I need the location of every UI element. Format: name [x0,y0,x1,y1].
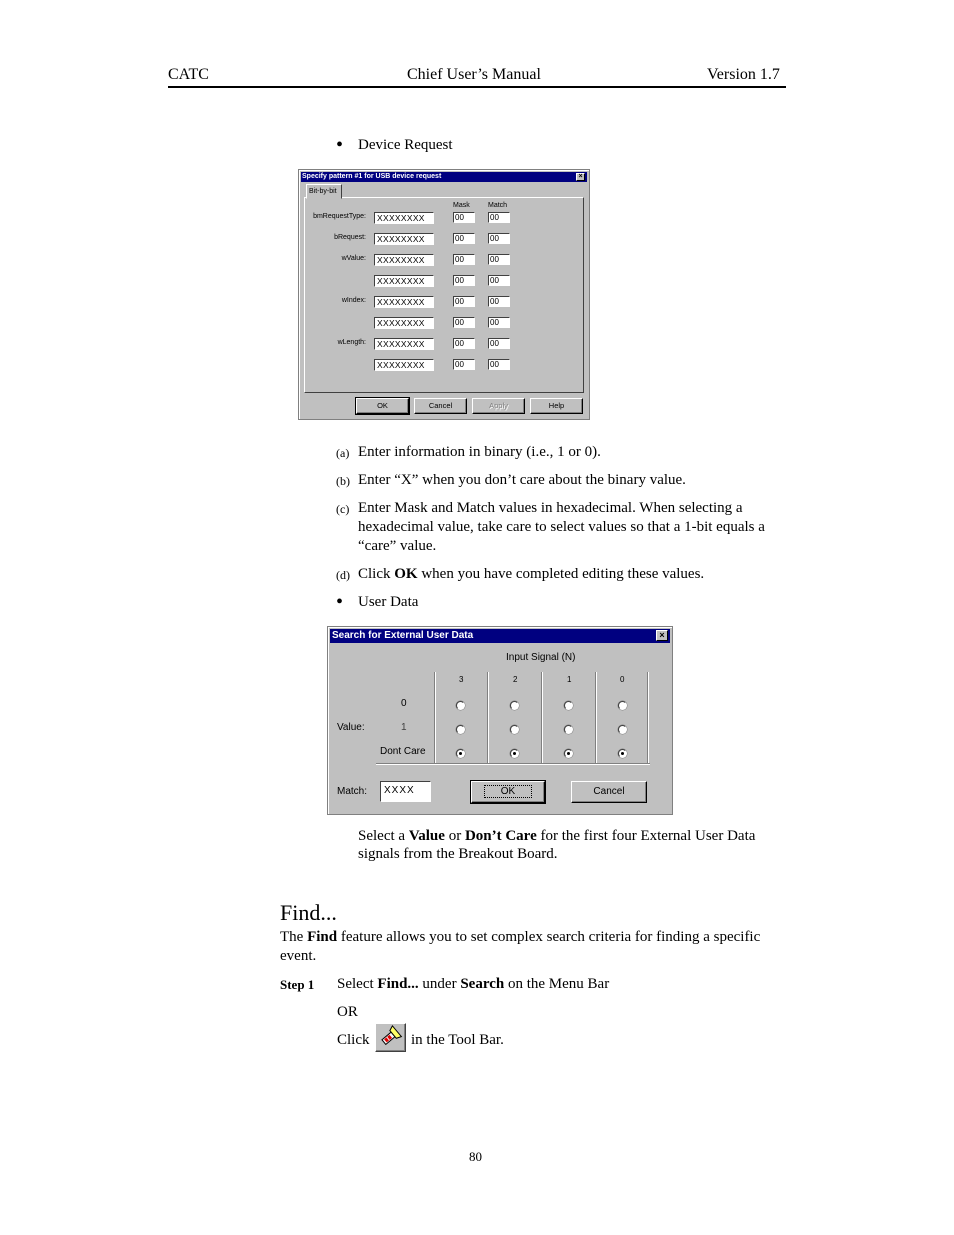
ok-button[interactable] [471,781,545,803]
bullet-user-data: User Data [358,594,419,610]
column-0: 0 [620,675,625,684]
desc-dont-care: Don’t Care [464,828,537,844]
step-a-text: Enter information in binary (i.e., 1 or 0). [358,444,601,460]
step-d-ok: OK [394,566,418,582]
ok-label: OK [377,401,388,410]
divider [647,672,649,764]
or-text: OR [337,1004,358,1020]
value-label: Value: [337,722,365,733]
field-label: bRequest: [334,234,366,241]
divider [595,672,597,764]
cancel-button[interactable] [414,398,467,414]
cancel-label: Cancel [428,401,453,410]
step-1-text [337,975,609,994]
step-b-text: Enter “X” when you don’t care about the binary value. [358,472,686,488]
mask-field[interactable]: 00 [453,212,475,223]
step-d-pre: Click [358,566,395,582]
match-column-header: Match [488,202,508,209]
match-field[interactable]: 00 [488,359,510,370]
row-label-0: 0 [401,698,407,709]
mask-field[interactable]: 00 [453,359,475,370]
radio-signal-0-row-2[interactable] [618,749,627,758]
match-field[interactable]: 00 [488,338,510,349]
step-marker-c: (c) [336,502,350,516]
match-field[interactable]: 00 [488,212,510,223]
divider [541,672,543,764]
apply-label: Apply [489,401,508,410]
step-marker-a: (a) [336,446,350,460]
divider [434,672,436,764]
bit-pattern-field[interactable]: XXXXXXXX [374,275,434,287]
bit-pattern-field[interactable]: XXXXXXXX [374,254,434,266]
desc-value: Value [408,828,445,844]
page-number: 80 [469,1149,482,1164]
ok-button[interactable] [356,398,409,414]
match-field[interactable]: 00 [488,254,510,265]
desc-text: Select a [358,828,409,844]
bit-pattern-field[interactable]: XXXXXXXX [374,359,434,371]
step-marker-d: (d) [336,568,350,582]
match-field[interactable]: 00 [488,275,510,286]
radio-signal-1-row-2[interactable] [564,749,573,758]
mask-column-header: Mask [453,202,470,209]
bullet-device-request: Device Request [358,137,453,153]
radio-signal-0-row-1[interactable] [618,725,627,734]
cancel-label: Cancel [593,786,625,797]
step-find: Find... [377,976,419,992]
header-version: Version 1.7 [707,66,780,83]
dialog1-title: Specify pattern #1 for USB device request [302,173,442,180]
step-c-line1: Enter Mask and Match values in hexadecimal. When selecting a [358,500,743,516]
radio-signal-3-row-2[interactable] [456,749,465,758]
dialog2-title: Search for External User Data [332,630,474,641]
intro-find: Find [307,929,338,945]
row-label-1: 1 [401,722,407,733]
match-field[interactable]: 00 [488,296,510,307]
radio-signal-2-row-2[interactable] [510,749,519,758]
find-intro-line2: event. [280,948,317,964]
help-button[interactable] [530,398,583,414]
flashlight-find-icon[interactable] [375,1023,406,1052]
radio-signal-1-row-0[interactable] [564,701,573,710]
tab-bit-by-bit[interactable]: Bit-by-bit [306,184,342,199]
step-search: Search [460,976,505,992]
bit-pattern-field[interactable]: XXXXXXXX [374,317,434,329]
mask-field[interactable]: 00 [453,317,475,328]
bit-pattern-field[interactable]: XXXXXXXX [374,233,434,245]
mask-field[interactable]: 00 [453,275,475,286]
header-title: Chief User’s Manual [407,66,541,83]
step-text: on the Menu Bar [504,976,610,992]
radio-signal-2-row-1[interactable] [510,725,519,734]
step-d-post: when you have completed editing these values. [417,566,705,582]
bit-pattern-field[interactable]: XXXXXXXX [374,296,434,308]
radio-signal-2-row-0[interactable] [510,701,519,710]
intro-text: feature allows you to set complex search criteria for finding a specific [337,929,761,945]
field-label: bmRequestType: [313,213,366,220]
dialog1-titlebar [301,172,587,182]
column-2: 2 [513,675,518,684]
click-text: Click [337,1032,370,1048]
match-label: Match: [337,786,368,797]
bullet-dot: • [336,591,344,613]
desc-text: for the first four External User Data [536,828,756,844]
step-text: Select [337,976,378,992]
close-icon[interactable]: × [656,630,668,641]
field-label: wLength: [337,339,366,346]
input-signal-label: Input Signal (N) [506,652,576,663]
field-label: wValue: [341,255,366,262]
radio-signal-1-row-1[interactable] [564,725,573,734]
help-label: Help [548,401,565,410]
toolbar-text: in the Tool Bar. [411,1032,504,1048]
match-field[interactable]: 00 [488,317,510,328]
radio-signal-3-row-0[interactable] [456,701,465,710]
find-heading: Find... [280,900,337,925]
step-1-label: Step 1 [280,977,315,992]
field-label: wIndex: [341,297,366,304]
header-left: CATC [168,66,209,83]
grid-bottom-rule [376,763,650,765]
match-input[interactable]: XXXX [380,781,431,802]
step-marker-b: (b) [336,474,350,488]
ok-label: OK [484,785,532,798]
bullet-dot: • [336,134,344,156]
radio-signal-3-row-1[interactable] [456,725,465,734]
find-intro-line1 [280,928,760,947]
apply-button[interactable] [472,398,525,414]
step-d-text [358,565,704,584]
step-c-line3: “care” value. [358,538,437,554]
mask-field[interactable]: 00 [453,233,475,244]
column-1: 1 [567,675,572,684]
dialog2-titlebar [330,629,670,643]
intro-text: The [280,929,308,945]
step-c-line2: hexadecimal value, take care to select values so that a 1-bit equals a [358,519,765,535]
header-rule [168,86,786,88]
step-text: under [418,976,461,992]
user-data-desc-line1 [358,827,755,846]
radio-signal-0-row-0[interactable] [618,701,627,710]
desc-text: or [444,828,465,844]
mask-field[interactable]: 00 [453,296,475,307]
bit-pattern-field[interactable]: XXXXXXXX [374,212,434,224]
row-label-dont-care: Dont Care [380,746,426,757]
dialog1-tab-panel [304,197,584,393]
column-3: 3 [459,675,464,684]
mask-field[interactable]: 00 [453,338,475,349]
divider [487,672,489,764]
bit-pattern-field[interactable]: XXXXXXXX [374,338,434,350]
match-field[interactable]: 00 [488,233,510,244]
user-data-desc-line2: signals from the Breakout Board. [358,846,558,862]
cancel-button[interactable] [571,781,647,803]
mask-field[interactable]: 00 [453,254,475,265]
close-icon[interactable]: × [576,173,585,181]
